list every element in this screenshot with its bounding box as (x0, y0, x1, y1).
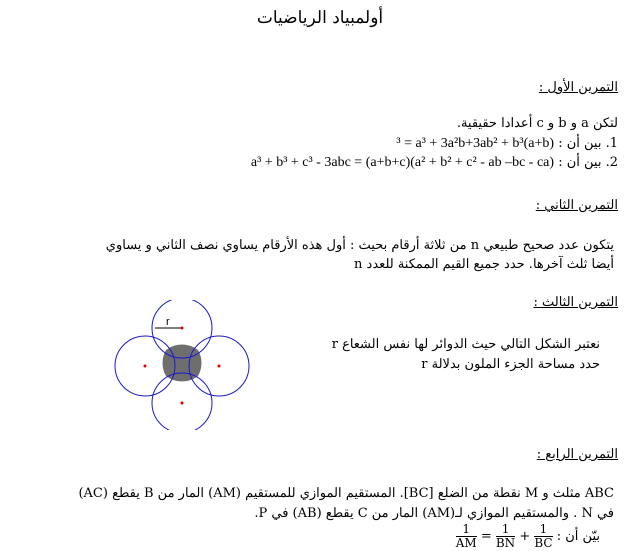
exercise-4-heading: التمرين الرابع : (536, 447, 618, 462)
fraction-equation (456, 523, 553, 550)
right-center-point (218, 365, 221, 368)
equals-sign: = (480, 529, 492, 544)
page-title: أولمبياد الرياضيات (256, 8, 384, 28)
exercise-2-heading: التمرين الثاني : (535, 198, 618, 213)
left-center-point (144, 365, 147, 368)
exercise-1-question-1 (396, 136, 618, 152)
exercise-3-heading: التمرين الثالث : (533, 295, 618, 310)
exercise-1-heading: التمرين الأول : (538, 80, 618, 95)
question-1-equation: (a+b)³ = a³ + 3a²b+3ab² + b³ (396, 136, 555, 151)
exercise-4-line-2: في N . والمستقيم الموازي لـ(AM) المار من C يقطع (AB) في P. (254, 506, 614, 521)
fraction-1-over-bn: $\frac{1}{BN}$ (495, 522, 516, 550)
four-circles-figure (110, 300, 250, 430)
exercise-1-intro: لتكن a و b و c أعدادا حقيقية. (456, 116, 618, 131)
fraction-1-over-am: $\frac{1}{AM}$ (455, 522, 477, 550)
bottom-center-point (181, 402, 184, 405)
question-1-label: 1. بين أن : (558, 136, 618, 151)
exercise-4-question (456, 523, 600, 550)
question-2-equation: a³ + b³ + c³ - 3abc = (a+b+c)(a² + b² + c² - ab –bc - ca) (250, 155, 555, 170)
radius-label: r (166, 316, 170, 328)
exercise-2-line-1: يتكون عدد صحيح طبيعي n من ثلاثة أرقام بحيث : أول هذه الأرقام يساوي نصف الثاني و يساوي (105, 238, 614, 253)
plus-sign: + (519, 529, 531, 544)
exercise-3-line-1: نعتبر الشكل التالي حيث الدوائر لها نفس الشعاع r (331, 337, 600, 352)
fraction-1-over-bc: $\frac{1}{BC}$ (534, 522, 553, 550)
exercise-3-line-2: حدد مساحة الجزء الملون بدلالة r (421, 357, 600, 372)
question-label: بيّن أن : (556, 529, 600, 544)
exercise-2-line-2: أيضا ثلث آخرها. حدد جميع القيم الممكنة للعدد n (354, 257, 614, 272)
exercise-4-line-1: ABC مثلث و M نقطة من الضلع [BC]. المستقيم الموازي للمستقيم (AM) المار من B يقطع (AC) (78, 486, 614, 501)
top-center-point (181, 327, 184, 330)
exercise-1-question-2 (251, 155, 618, 171)
question-2-label: 2. بين أن : (558, 155, 618, 170)
